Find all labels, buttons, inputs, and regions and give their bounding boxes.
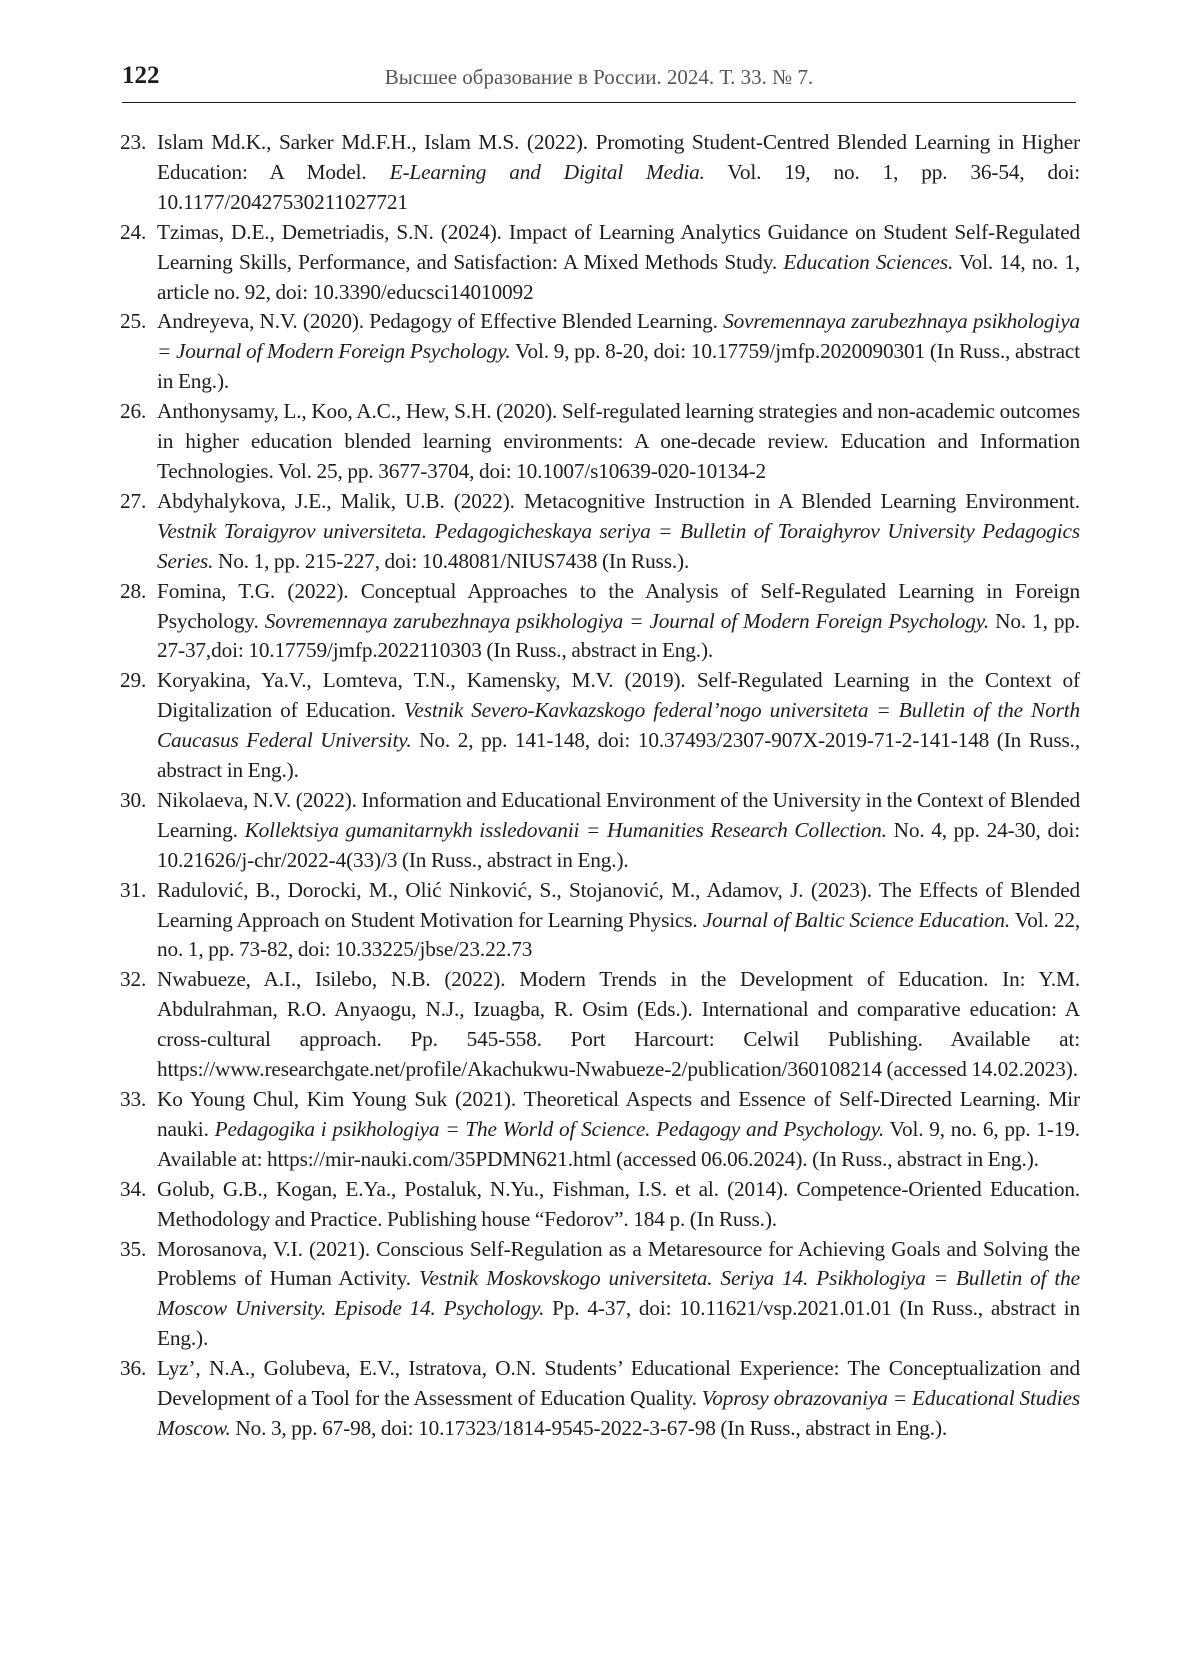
- reference-segment: Anthonysamy, L., Koo, A.C., Hew, S.H. (2020). Self-regulated learning strategies and non-academic outcomes in higher education blended learning environments: A one-decade review. Education and Information Technologies. Vol. 25, pp. 3677-3704, doi: 10.1007/s10639-020-10134-2: [157, 399, 1080, 483]
- reference-source-title: Vestnik Moskovskogo universiteta. Seriya 14. Psikhologiya = Bulletin of the Moscow University. Episode 14. Psychology.: [157, 1266, 1080, 1321]
- reference-segment: Islam Md.K., Sarker Md.F.H., Islam M.S. (2022). Promoting Student-Centred Blended Learning in Higher Education: A Model.: [157, 130, 1080, 184]
- reference-item: [120, 128, 1080, 218]
- reference-source-title: Vestnik Toraigyrov universiteta. Pedagogicheskaya seriya = Bulletin of Toraighyrov University Pedagogics Series.: [157, 518, 1080, 573]
- reference-number: 34.: [120, 1176, 147, 1201]
- reference-segment: No. 1, pp. 215-227, doi: 10.48081/NIUS7438 (In Russ.).: [213, 548, 690, 573]
- reference-segment: Ko Young Chul, Kim Young Suk (2021). Theoretical Aspects and Essence of Self-Directed Learning. Mir nauki.: [157, 1087, 1080, 1141]
- reference-item: [120, 577, 1080, 667]
- reference-number: 36.: [120, 1356, 147, 1381]
- reference-segment: No. 1, pp. 27-37,doi: 10.17759/jmfp.2022110303 (In Russ., abstract in Eng.).: [157, 608, 1080, 663]
- page-header: [122, 60, 1076, 103]
- reference-source-title: Sovremennaya zarubezhnaya psikhologiya = Journal of Modern Foreign Psychology.: [157, 309, 1081, 364]
- reference-text: [157, 788, 1080, 872]
- reference-item: [120, 1085, 1080, 1175]
- reference-segment: Nikolaeva, N.V. (2022). Information and Educational Environment of the University in the Context of Blended Learning.: [157, 787, 1080, 842]
- reference-segment: Lyz’, N.A., Golubeva, E.V., Istratova, O.N. Students’ Educational Experience: The Conceptualization and Development of a Tool for the Assessment of Education Quality.: [157, 1356, 1080, 1411]
- reference-source-title: Kollektsiya gumanitarnykh issledovanii = Humanities Research Collection.: [244, 817, 887, 842]
- reference-text: [157, 130, 1080, 214]
- reference-text: [157, 220, 1080, 304]
- reference-number: 26.: [120, 399, 147, 424]
- reference-number: 33.: [120, 1087, 147, 1111]
- reference-number: 25.: [120, 309, 147, 334]
- reference-segment: Vol. 9, pp. 8-20, doi: 10.17759/jmfp.2020090301 (In Russ., abstract in Eng.).: [157, 339, 1080, 394]
- reference-source-title: Journal of Baltic Science Education.: [702, 907, 1011, 932]
- reference-segment: Vol. 14, no. 1, article no. 92, doi: 10.3390/educsci14010092: [157, 249, 1080, 304]
- reference-segment: Vol. 9, no. 6, pp. 1-19. Available at: https://mir-nauki.com/35PDMN621.html (accessed 06.06.2024). (In Russ., abstract in Eng.).: [157, 1116, 1080, 1171]
- reference-item: [120, 965, 1080, 1085]
- reference-segment: No. 2, pp. 141-148, doi: 10.37493/2307-907X-2019-71-2-141-148 (In Russ., abstract in Eng.).: [157, 728, 1081, 783]
- reference-text: [157, 1177, 1080, 1231]
- reference-number: 30.: [120, 787, 147, 812]
- reference-item: [120, 487, 1080, 577]
- reference-segment: Vol. 19, no. 1, pp. 36-54, doi: 10.1177/20427530211027721: [157, 159, 1080, 214]
- reference-number: 27.: [120, 488, 147, 513]
- reference-item: [120, 786, 1080, 876]
- reference-segment: Andreyeva, N.V. (2020). Pedagogy of Effective Blended Learning.: [157, 309, 724, 334]
- reference-text: [157, 489, 1080, 573]
- reference-number: 32.: [120, 967, 147, 992]
- reference-segment: Pp. 4-37, doi: 10.11621/vsp.2021.01.01 (In Russ., abstract in Eng.).: [157, 1296, 1080, 1351]
- reference-number: 31.: [120, 877, 147, 902]
- reference-source-title: Education Sciences.: [783, 249, 954, 274]
- reference-number: 29.: [120, 668, 147, 693]
- reference-item: [120, 666, 1080, 786]
- reference-item: [120, 307, 1080, 397]
- running-title: Высшее образование в России. 2024. Т. 33. № 7.: [384, 65, 814, 89]
- reference-segment: Nwabueze, A.I., Isilebo, N.B. (2022). Modern Trends in the Development of Education. In: Y.M. Abdulrahman, R.O. Anyaogu, N.J., Izuagba, R. Osim (Eds.). International and comparative education: A cross-cultural approach. Pp. 545-558. Port Harcourt: Celwil Publishing. Available at: https://www.researchgate.net/profile/Akachukwu-Nwabueze-2/publication/360108214 (accessed 14.02.2023).: [157, 967, 1080, 1082]
- reference-text: [157, 579, 1080, 663]
- page-number: 122: [122, 62, 160, 89]
- reference-segment: Fomina, T.G. (2022). Conceptual Approaches to the Analysis of Self-Regulated Learning in Foreign Psychology.: [157, 578, 1080, 633]
- reference-source-title: Pedagogika i psikhologiya = The World of Science. Pedagogy and Psychology.: [214, 1116, 884, 1141]
- reference-source-title: E-Learning and Digital Media.: [389, 159, 705, 184]
- reference-segment: No. 3, pp. 67-98, doi: 10.17323/1814-9545-2022-3-67-98 (In Russ., abstract in Eng.).: [230, 1415, 948, 1440]
- reference-item: [120, 1235, 1080, 1355]
- reference-text: [157, 1237, 1080, 1351]
- reference-item: [120, 1175, 1080, 1235]
- reference-text: [157, 967, 1080, 1081]
- reference-segment: Abdyhalykova, J.E., Malik, U.B. (2022). Metacognitive Instruction in A Blended Learning Environment.: [157, 488, 1080, 513]
- reference-segment: Vol. 22, no. 1, pp. 73-82, doi: 10.33225/jbse/23.22.73: [157, 907, 1081, 962]
- reference-segment: Golub, G.B., Kogan, E.Ya., Postaluk, N.Yu., Fishman, I.S. et al. (2014). Competence-Oriented Education. Methodology and Practice. Publishing house “Fedorov”. 184 p. (In Russ.).: [157, 1176, 1080, 1231]
- reference-number: 35.: [120, 1236, 147, 1261]
- reference-source-title: Vestnik Severo-Kavkazskogo federal’nogo universiteta = Bulletin of the North Caucasus Federal University.: [157, 698, 1080, 753]
- reference-segment: Koryakina, Ya.V., Lomteva, T.N., Kamensky, M.V. (2019). Self-Regulated Learning in the Context of Digitalization of Education.: [157, 668, 1080, 723]
- reference-text: [157, 1356, 1080, 1440]
- reference-text: [157, 1087, 1080, 1171]
- reference-item: [120, 876, 1080, 966]
- reference-text: [157, 399, 1080, 483]
- reference-text: [157, 668, 1080, 782]
- reference-number: 28.: [120, 578, 147, 603]
- reference-segment: Tzimas, D.E., Demetriadis, S.N. (2024). Impact of Learning Analytics Guidance on Student Self-Regulated Learning Skills, Performance, and Satisfaction: A Mixed Methods Study.: [157, 219, 1080, 274]
- reference-source-title: Sovremennaya zarubezhnaya psikhologiya = Journal of Modern Foreign Psychology.: [264, 608, 990, 633]
- reference-number: 23.: [120, 130, 147, 154]
- reference-item: [120, 397, 1080, 487]
- reference-number: 24.: [120, 219, 147, 244]
- reference-segment: No. 4, pp. 24-30, doi: 10.21626/j-chr/2022-4(33)/3 (In Russ., abstract in Eng.).: [157, 817, 1080, 872]
- reference-list: [120, 128, 1080, 1444]
- reference-segment: Morosanova, V.I. (2021). Conscious Self-Regulation as a Metaresource for Achieving Goals and Solving the Problems of Human Activity.: [157, 1236, 1080, 1291]
- reference-segment: Radulović, B., Dorocki, M., Olić Ninković, S., Stojanović, M., Adamov, J. (2023). The Effects of Blended Learning Approach on Student Motivation for Learning Physics.: [157, 877, 1080, 932]
- reference-source-title: Voprosy obrazovaniya = Educational Studies Moscow.: [157, 1386, 1080, 1440]
- reference-text: [157, 878, 1080, 962]
- reference-item: [120, 1354, 1080, 1444]
- reference-text: [157, 309, 1080, 393]
- reference-item: [120, 218, 1080, 308]
